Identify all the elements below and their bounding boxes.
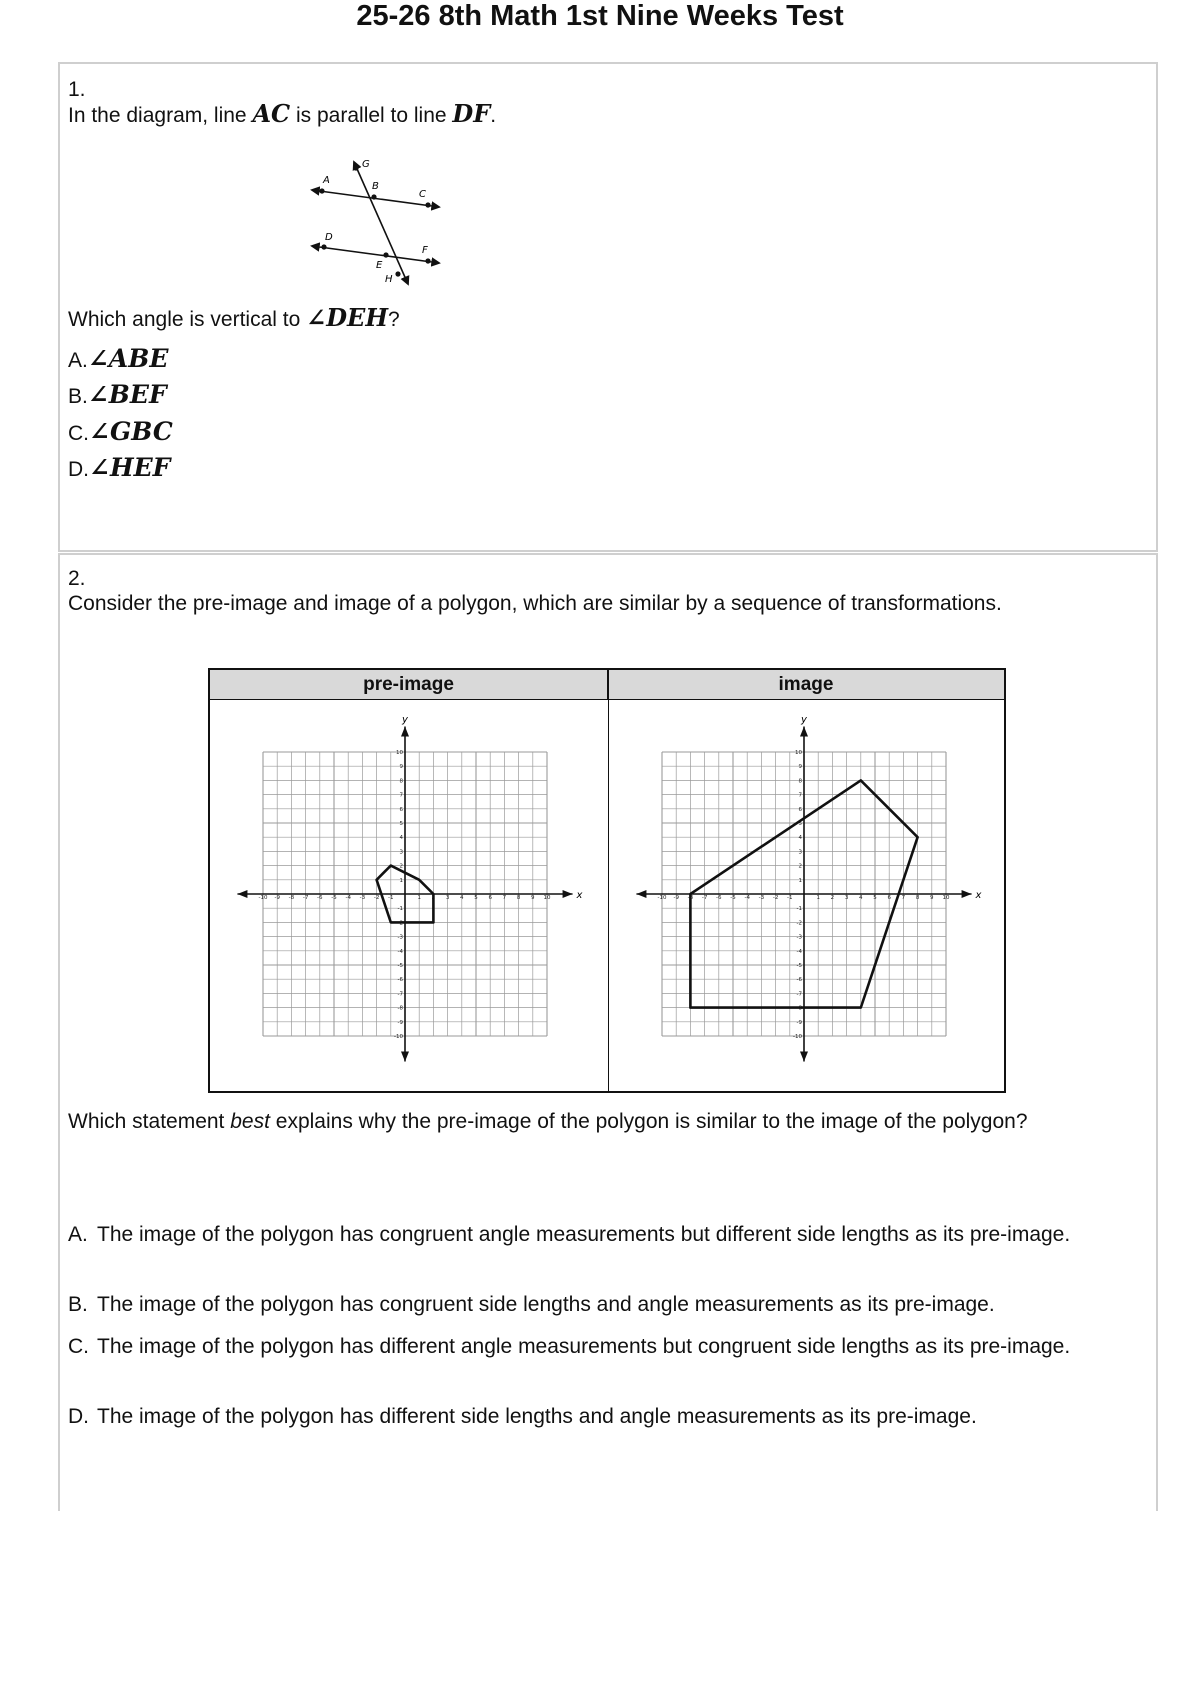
y-tick-label: -4 [397, 948, 403, 955]
choice-letter: C. [68, 1335, 89, 1358]
label-f: F [422, 245, 428, 256]
question-stem [68, 100, 496, 129]
y-tick-label: 6 [399, 806, 403, 813]
x-axis-label: x [975, 890, 982, 901]
y-tick-label: 8 [798, 778, 802, 785]
y-tick-label: 7 [399, 792, 403, 799]
x-axis-label: x [576, 890, 583, 901]
x-tick-label: -8 [687, 895, 694, 901]
y-axis-arrow [800, 1052, 808, 1062]
point-e [383, 252, 388, 257]
x-tick-label: -10 [258, 895, 268, 901]
choice-b[interactable] [68, 1291, 1148, 1318]
choice-c[interactable] [68, 1333, 1148, 1360]
point-a [319, 188, 324, 193]
y-tick-label: 1 [399, 877, 403, 884]
x-tick-label: 5 [873, 895, 877, 901]
choice-letter: A. [68, 1223, 88, 1246]
choice-value: ∠HEF [89, 453, 171, 482]
y-tick-label: -7 [397, 991, 403, 998]
x-tick-label: -3 [758, 895, 765, 901]
x-tick-label: 1 [417, 895, 421, 901]
header-image: image [608, 670, 1004, 700]
y-tick-label: 5 [399, 821, 403, 827]
label-h: H [385, 274, 393, 285]
x-tick-label: 10 [942, 895, 950, 901]
x-tick-label: 3 [445, 895, 450, 901]
x-tick-label: -1 [787, 895, 793, 901]
x-tick-label: 1 [816, 895, 820, 901]
y-axis-arrow [800, 726, 808, 736]
y-tick-label: 3 [798, 849, 802, 856]
choice-text: The image of the polygon has different angle measurements but congruent side lengths as its pre-image. [97, 1335, 1071, 1358]
y-tick-label: -8 [796, 1005, 802, 1012]
graph-table [208, 668, 1006, 1093]
y-tick-label: -1 [397, 906, 403, 913]
choice-text: The image of the polygon has different side lengths and angle measurements as its pre-image. [97, 1405, 977, 1428]
y-tick-label: -10 [793, 1034, 802, 1040]
y-tick-label: 9 [399, 764, 403, 771]
prompt-angle: ∠DEH [306, 303, 388, 332]
label-b: B [372, 181, 379, 192]
x-tick-label: -9 [673, 895, 679, 901]
y-tick-label: -9 [796, 1019, 802, 1026]
y-tick-label: -6 [397, 977, 403, 984]
y-axis-label: y [402, 714, 408, 726]
question-prompt [68, 304, 400, 333]
y-tick-label: 5 [798, 821, 802, 827]
x-tick-label: 5 [474, 895, 478, 901]
x-tick-label: -3 [359, 895, 366, 901]
point-h [395, 271, 400, 276]
choice-letter: D. [68, 1405, 89, 1428]
question-1 [58, 62, 1158, 552]
page-title: 25-26 8th Math 1st Nine Weeks Test [356, 0, 844, 32]
x-tick-label: -1 [388, 895, 394, 901]
y-tick-label: 3 [399, 849, 403, 856]
y-tick-label: -9 [397, 1019, 403, 1026]
question-2 [58, 553, 1158, 1511]
x-tick-label: 9 [531, 895, 535, 901]
choice-value: ∠GBC [89, 417, 173, 446]
y-axis-label: y [801, 714, 807, 726]
y-tick-label: -10 [394, 1034, 403, 1040]
prompt-text: ? [388, 308, 400, 331]
y-tick-label: -2 [397, 920, 403, 927]
prompt-text: explains why the pre-image of the polygon is similar to the image of the polygon? [269, 1110, 1028, 1133]
x-tick-label: 3 [844, 895, 849, 901]
x-tick-label: 10 [543, 895, 551, 901]
choice-a[interactable] [68, 1221, 1148, 1248]
y-tick-label: -4 [796, 948, 802, 955]
point-g [353, 165, 358, 170]
x-tick-label: 7 [901, 895, 906, 901]
x-tick-label: 8 [915, 895, 920, 901]
x-tick-label: -6 [716, 895, 722, 901]
label-a: A [323, 175, 330, 186]
x-tick-label: -7 [701, 895, 708, 901]
question-prompt [68, 1108, 1148, 1135]
y-tick-label: 6 [798, 806, 802, 813]
y-tick-label: 1 [798, 877, 802, 884]
x-axis-arrow [563, 890, 573, 898]
x-tick-label: -5 [730, 895, 736, 901]
x-tick-label: 4 [460, 895, 464, 901]
pre-image-graph [210, 701, 608, 1091]
x-axis-arrow [636, 890, 646, 898]
choice-value: ∠ABE [87, 344, 169, 373]
line-ac: AC [252, 99, 291, 128]
choice-letter: C. [68, 422, 89, 445]
label-d: D [325, 232, 333, 243]
choice-d[interactable] [68, 454, 170, 484]
image-graph [609, 701, 1005, 1091]
y-tick-label: 2 [399, 863, 403, 870]
x-tick-label: -5 [331, 895, 337, 901]
y-tick-label: -3 [796, 934, 802, 941]
stem-text: In the diagram, line [68, 104, 253, 127]
label-g: G [362, 159, 370, 170]
y-tick-label: 10 [396, 750, 403, 756]
choice-a[interactable] [68, 345, 168, 375]
y-tick-label: -5 [796, 963, 802, 969]
point-d [321, 244, 326, 249]
label-c: C [419, 189, 426, 200]
parallel-lines-diagram [250, 144, 450, 304]
stem-text: is parallel to line [290, 104, 453, 127]
y-tick-label: -3 [397, 934, 403, 941]
point-b [371, 194, 376, 199]
x-tick-label: -6 [317, 895, 323, 901]
y-tick-label: -6 [796, 977, 802, 984]
x-tick-label: -9 [274, 895, 280, 901]
choice-text: The image of the polygon has congruent angle measurements but different side lengths as its pre-image. [97, 1223, 1071, 1246]
x-tick-label: -2 [772, 895, 779, 901]
x-tick-label: -8 [288, 895, 295, 901]
y-tick-label: -5 [397, 963, 403, 969]
header-pre-image: pre-image [210, 670, 608, 700]
point-c [425, 202, 430, 207]
x-tick-label: -7 [302, 895, 309, 901]
choice-letter: D. [68, 458, 89, 481]
y-tick-label: 7 [798, 792, 802, 799]
choice-letter: A. [68, 349, 88, 372]
point-f [425, 258, 430, 263]
x-tick-label: -2 [373, 895, 380, 901]
y-tick-label: 2 [798, 863, 802, 870]
line-df: DF [452, 99, 491, 128]
y-tick-label: -1 [796, 906, 802, 913]
y-tick-label: -8 [397, 1005, 403, 1012]
x-tick-label: -4 [744, 895, 750, 901]
x-tick-label: -4 [345, 895, 351, 901]
choice-c[interactable] [68, 418, 173, 448]
x-tick-label: 6 [887, 895, 891, 901]
prompt-text: Which angle is vertical to [68, 308, 307, 331]
prompt-emphasis: best [230, 1110, 270, 1133]
x-tick-label: -10 [657, 895, 667, 901]
prompt-text: Which statement [68, 1110, 231, 1133]
x-tick-label: 8 [516, 895, 521, 901]
x-tick-label: 2 [431, 895, 436, 901]
question-number: 1. [68, 78, 86, 101]
choice-letter: B. [68, 1293, 88, 1316]
y-tick-label: 4 [399, 835, 403, 842]
y-tick-label: -2 [796, 920, 802, 927]
stem-text: . [490, 104, 497, 127]
y-tick-label: 10 [795, 750, 802, 756]
choice-b[interactable] [68, 381, 167, 411]
x-axis-arrow [962, 890, 972, 898]
question-stem: Consider the pre-image and image of a polygon, which are similar by a sequence of transformations. [68, 592, 1002, 615]
choice-value: ∠BEF [87, 380, 167, 409]
y-axis-arrow [401, 726, 409, 736]
y-tick-label: 8 [399, 778, 403, 785]
y-tick-label: 9 [798, 764, 802, 771]
x-tick-label: 2 [830, 895, 835, 901]
question-number: 2. [68, 567, 86, 590]
choice-letter: B. [68, 385, 88, 408]
y-tick-label: -7 [796, 991, 802, 998]
x-axis-arrow [237, 890, 247, 898]
label-e: E [376, 260, 383, 271]
x-tick-label: 9 [930, 895, 934, 901]
y-tick-label: 4 [798, 835, 802, 842]
choice-text: The image of the polygon has congruent side lengths and angle measurements as its pre-image. [97, 1293, 995, 1316]
x-tick-label: 4 [859, 895, 863, 901]
x-tick-label: 6 [488, 895, 492, 901]
y-axis-arrow [401, 1052, 409, 1062]
choice-d[interactable] [68, 1403, 1148, 1430]
x-tick-label: 7 [502, 895, 507, 901]
